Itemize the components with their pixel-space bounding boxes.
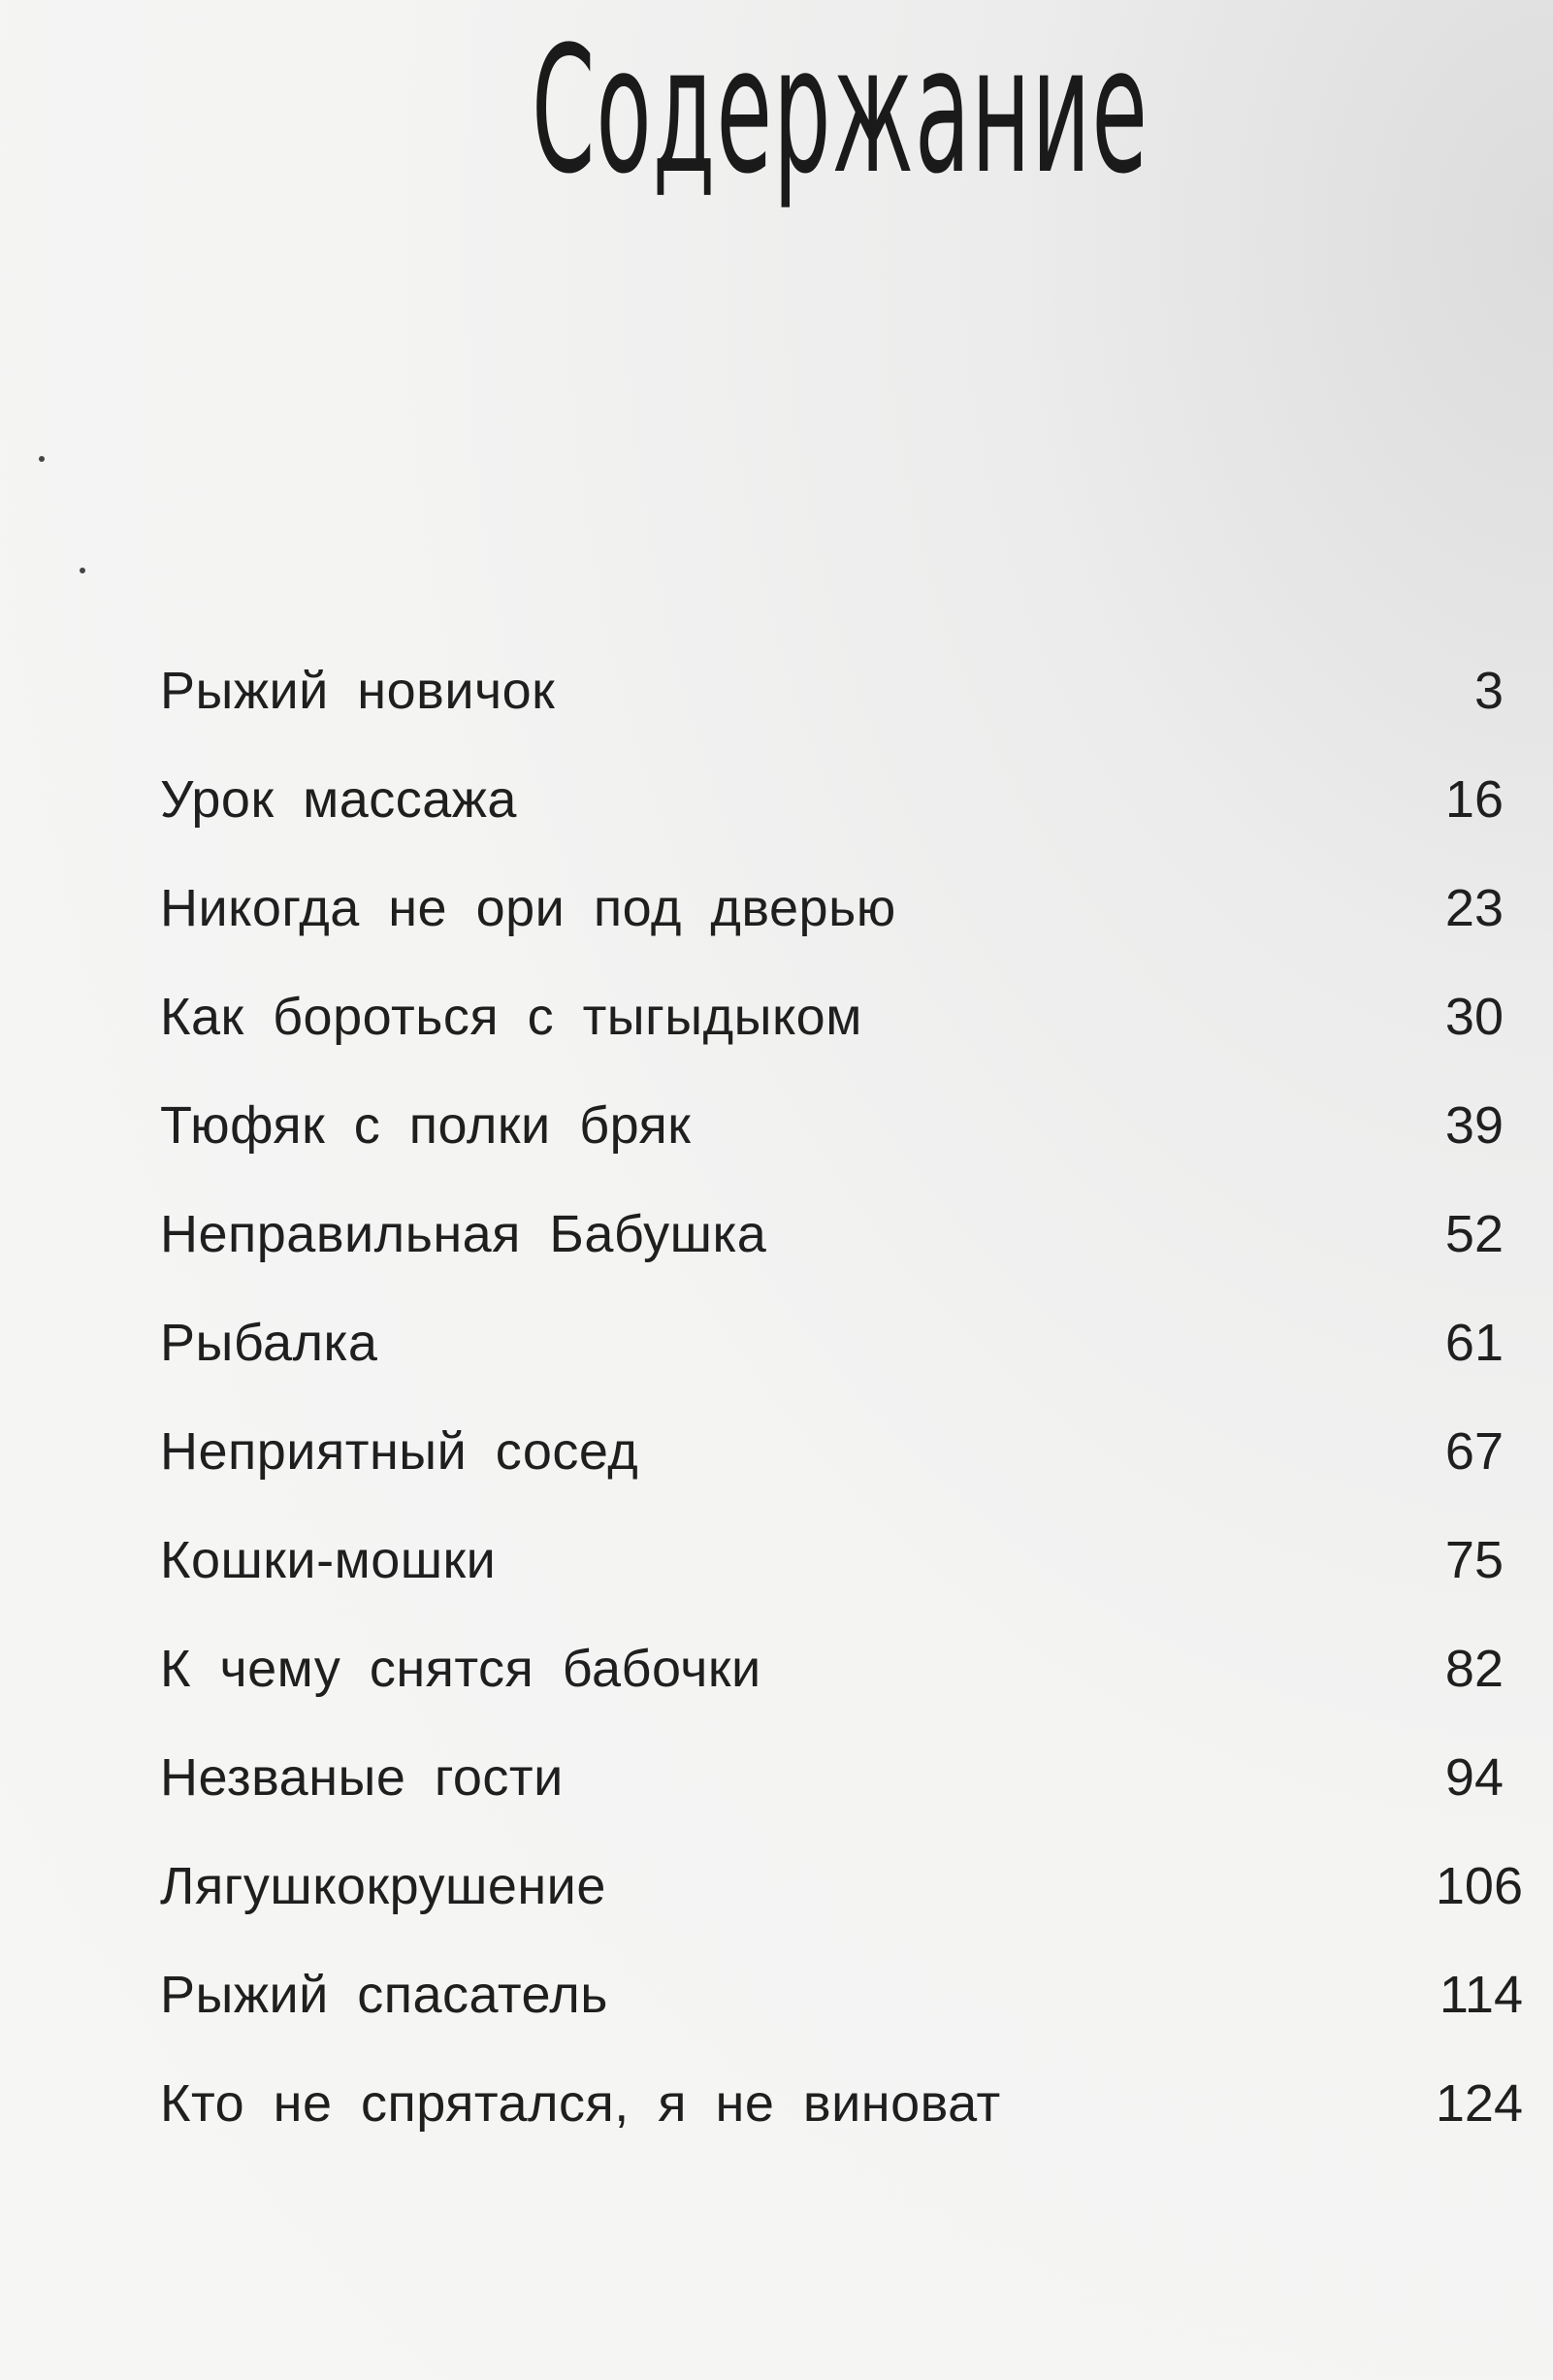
toc-entry bbox=[155, 1087, 1504, 1195]
toc-entry-page: 106 bbox=[1435, 1857, 1523, 1915]
toc-entry-title: Никогда не ори под дверью bbox=[160, 879, 896, 937]
toc-entry-title: Неприятный сосед bbox=[160, 1422, 639, 1481]
toc-entry-page: 39 bbox=[1444, 1096, 1504, 1155]
toc-entry bbox=[155, 1630, 1504, 1739]
toc-entry-page: 30 bbox=[1444, 988, 1504, 1046]
toc-entry bbox=[155, 2065, 1523, 2173]
toc-entry-page: 114 bbox=[1439, 1966, 1523, 2024]
toc-entry-page: 23 bbox=[1444, 879, 1504, 937]
toc-entry-title: Лягушкокрушение bbox=[160, 1857, 606, 1915]
toc-entry-page: 16 bbox=[1444, 770, 1504, 829]
toc-entry bbox=[155, 1739, 1504, 1847]
toc-entry-title: К чему снятся бабочки bbox=[160, 1640, 761, 1698]
toc-entry-page: 82 bbox=[1444, 1640, 1504, 1698]
toc-entry bbox=[155, 978, 1504, 1087]
toc-entry-title: Рыбалка bbox=[160, 1314, 378, 1372]
toc-entry bbox=[155, 1521, 1504, 1630]
toc-entry-page: 124 bbox=[1435, 2074, 1523, 2133]
toc-entry-title: Кто не спрятался, я не виноват bbox=[160, 2074, 1001, 2133]
toc-entry-title: Урок массажа bbox=[160, 770, 517, 829]
toc-entry-page: 75 bbox=[1444, 1531, 1504, 1589]
toc-entry-title: Неправильная Бабушка bbox=[160, 1205, 767, 1263]
table-of-contents bbox=[155, 652, 1523, 2173]
speck bbox=[39, 456, 45, 462]
toc-entry bbox=[155, 761, 1504, 869]
toc-entry-page: 67 bbox=[1444, 1422, 1504, 1481]
toc-entry bbox=[155, 1413, 1504, 1521]
toc-entry bbox=[155, 1304, 1504, 1413]
toc-entry-title: Рыжий новичок bbox=[160, 662, 556, 720]
toc-entry bbox=[155, 652, 1504, 761]
toc-entry-title: Кошки-мошки bbox=[160, 1531, 497, 1589]
toc-entry-title: Тюфяк с полки бряк bbox=[160, 1096, 692, 1155]
speck bbox=[80, 568, 85, 573]
toc-entry bbox=[155, 1847, 1523, 1956]
page-title: Содержание bbox=[532, 10, 1149, 212]
toc-entry bbox=[155, 1956, 1523, 2065]
toc-entry-title: Незваные гости bbox=[160, 1748, 564, 1807]
toc-entry bbox=[155, 869, 1504, 978]
toc-entry-page: 94 bbox=[1444, 1748, 1504, 1807]
toc-entry-page: 61 bbox=[1444, 1314, 1504, 1372]
toc-entry bbox=[155, 1195, 1504, 1304]
toc-entry-page: 3 bbox=[1473, 662, 1504, 720]
toc-entry-title: Рыжий спасатель bbox=[160, 1966, 608, 2024]
toc-entry-title: Как бороться с тыгыдыком bbox=[160, 988, 862, 1046]
toc-entry-page: 52 bbox=[1444, 1205, 1504, 1263]
